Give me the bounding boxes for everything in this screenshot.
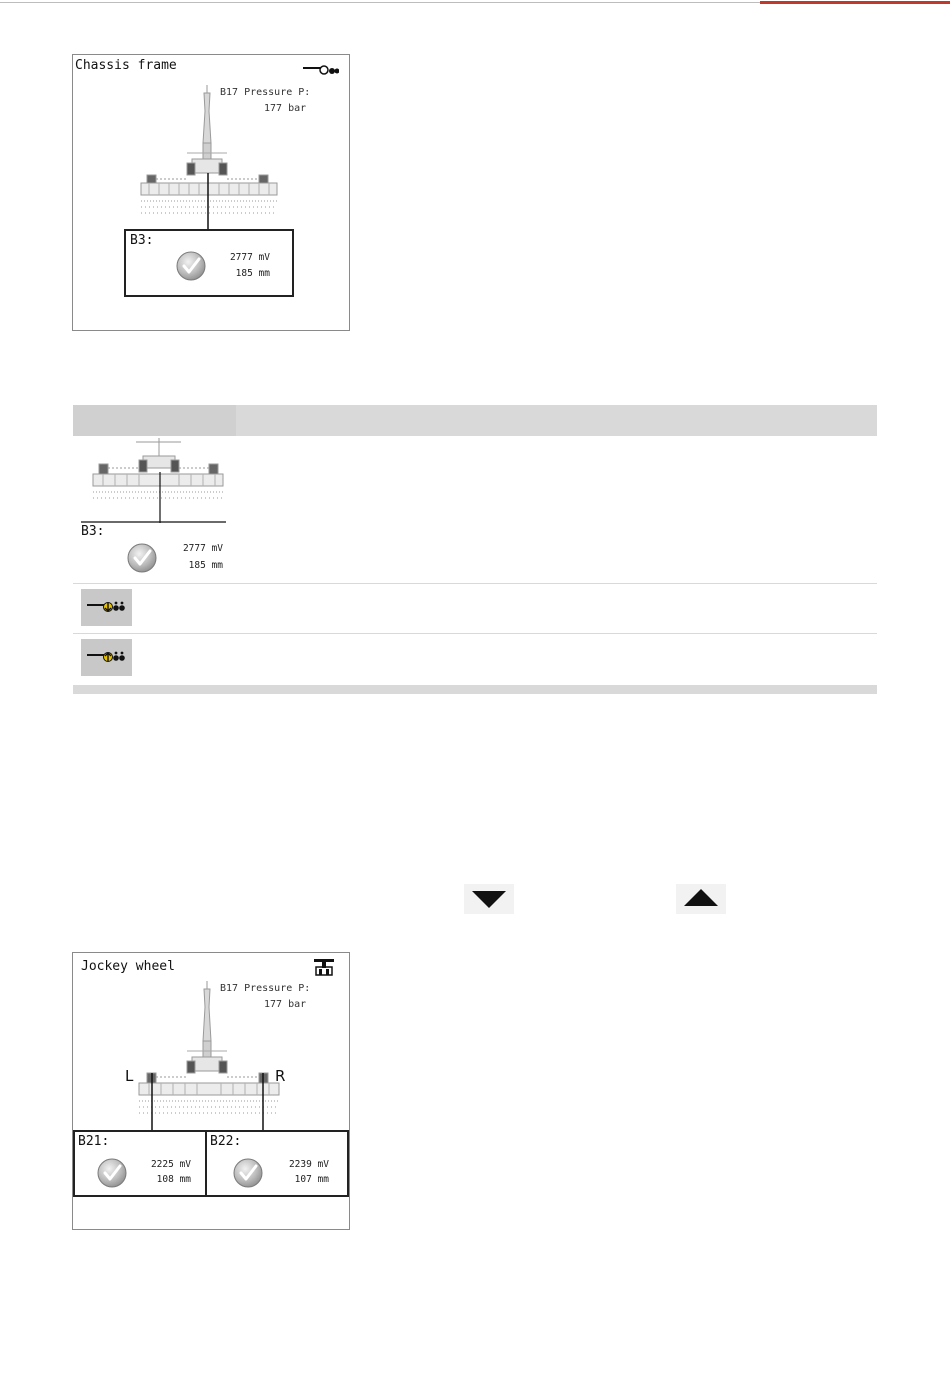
sensor-voltage: 2239 mV — [288, 1159, 329, 1170]
sensor-distance: 185 mm — [188, 560, 223, 571]
jockey-wheel-panel — [72, 952, 350, 1230]
check-icon — [127, 543, 157, 573]
page-top-rule — [0, 0, 950, 7]
table-header — [73, 405, 877, 436]
machine-rear-view-illustration — [137, 83, 282, 231]
sensor-distance: 108 mm — [156, 1174, 191, 1185]
sensor-label: B3: — [130, 233, 154, 248]
machine-rear-view-illustration — [135, 979, 285, 1131]
table-row — [73, 583, 877, 634]
chassis-lower-key[interactable] — [81, 589, 132, 626]
chassis-raise-key[interactable] — [81, 639, 132, 676]
sensor-b21-box — [73, 1130, 207, 1197]
sensor-label: B21: — [78, 1134, 110, 1149]
side-label-left: L — [125, 1067, 134, 1085]
chassis-lower-key-icon — [81, 589, 132, 626]
jockey-wheel-icon — [313, 958, 335, 976]
sensor-b3-box — [124, 229, 294, 297]
panel-title: Jockey wheel — [81, 959, 175, 974]
chassis-raise-key-icon — [81, 639, 132, 676]
pressure-value: 177 bar — [264, 103, 307, 114]
table-row — [73, 634, 877, 686]
arrow-down-icon — [464, 884, 514, 914]
panel-title: Chassis frame — [75, 58, 177, 73]
chassis-sensor-excerpt — [81, 438, 226, 523]
check-icon — [97, 1158, 127, 1188]
chassis-frame-panel — [72, 54, 350, 331]
table-footer — [73, 686, 877, 694]
sensor-label: B3: — [81, 524, 105, 539]
arrow-up-icon — [676, 884, 726, 914]
sensor-voltage: 2225 mV — [150, 1159, 191, 1170]
check-icon — [233, 1158, 263, 1188]
sensor-label: B22: — [210, 1134, 242, 1149]
table-row — [73, 436, 877, 584]
pressure-value: 177 bar — [264, 999, 307, 1010]
check-icon — [176, 251, 206, 281]
pressure-label: B17 Pressure P: — [220, 983, 311, 994]
legend-table — [73, 405, 877, 694]
sensor-distance: 107 mm — [294, 1174, 329, 1185]
sensor-voltage: 2777 mV — [229, 252, 270, 263]
side-label-right: R — [275, 1067, 286, 1085]
sensor-voltage: 2777 mV — [182, 543, 223, 554]
sensor-b22-box — [205, 1130, 349, 1197]
chassis-frame-icon — [303, 61, 339, 77]
sensor-distance: 185 mm — [235, 268, 270, 279]
pressure-label: B17 Pressure P: — [220, 87, 311, 98]
